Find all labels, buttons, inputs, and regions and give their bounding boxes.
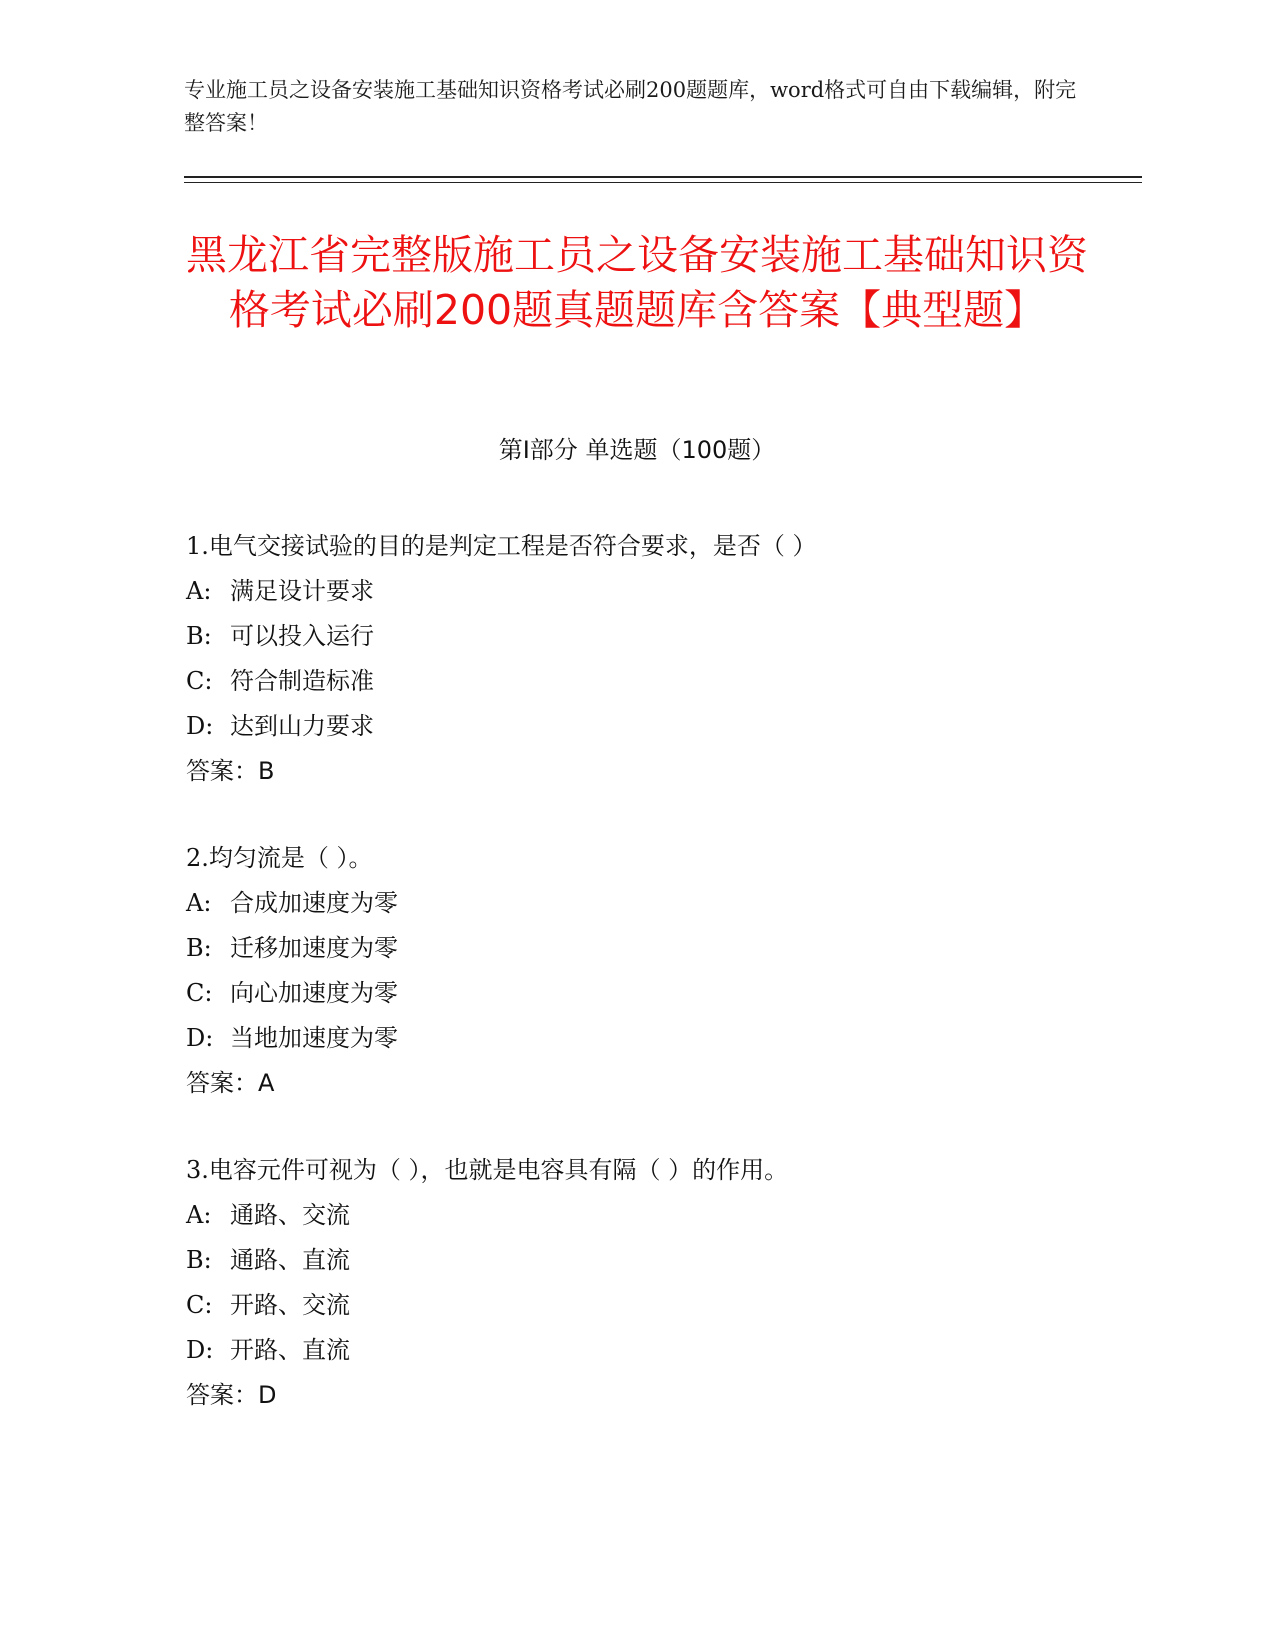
option-letter: C: (186, 979, 213, 1007)
option-a (186, 1193, 1126, 1238)
option-text: 开路、直流 (230, 1336, 350, 1364)
option-d (186, 1328, 1126, 1373)
option-d (186, 704, 1126, 749)
option-b (186, 614, 1126, 659)
option-text: 合成加速度为零 (230, 889, 398, 917)
answer-line: 答案：B (186, 757, 275, 785)
option-text: 可以投入运行 (230, 622, 374, 650)
option-d (186, 1016, 1126, 1061)
option-b (186, 926, 1126, 971)
answer-line: 答案：A (186, 1069, 275, 1097)
option-letter: A: (186, 577, 212, 605)
option-letter: A: (186, 1201, 212, 1229)
option-c (186, 659, 1126, 704)
option-c (186, 971, 1126, 1016)
option-a (186, 881, 1126, 926)
question-stem: 1.电气交接试验的目的是判定工程是否符合要求，是否（ ） (186, 532, 817, 560)
header-rule-thick (184, 176, 1142, 178)
section-heading: 第I部分 单选题（100题） (498, 436, 776, 464)
option-text: 迁移加速度为零 (230, 934, 398, 962)
option-letter: D: (186, 1336, 214, 1364)
option-c (186, 1283, 1126, 1328)
option-text: 满足设计要求 (230, 577, 374, 605)
option-text: 达到山力要求 (230, 712, 374, 740)
question-2 (186, 836, 1126, 1106)
option-text: 通路、交流 (230, 1201, 350, 1229)
question-3 (186, 1148, 1126, 1418)
option-letter: B: (186, 934, 212, 962)
option-letter: B: (186, 622, 212, 650)
question-stem: 3.电容元件可视为（ ），也就是电容具有隔（ ）的作用。 (186, 1156, 789, 1184)
option-letter: D: (186, 1024, 214, 1052)
answer-line: 答案：D (186, 1381, 277, 1409)
header-note: 专业施工员之设备安装施工基础知识资格考试必刷200题题库，word格式可自由下载编辑，附完整答案！ (184, 78, 1077, 135)
option-text: 当地加速度为零 (230, 1024, 398, 1052)
option-text: 符合制造标准 (230, 667, 374, 695)
option-letter: A: (186, 889, 212, 917)
option-text: 开路、交流 (230, 1291, 350, 1319)
option-letter: D: (186, 712, 214, 740)
option-letter: C: (186, 667, 213, 695)
option-letter: C: (186, 1291, 213, 1319)
question-list (186, 524, 1126, 1460)
document-title: 黑龙江省完整版施工员之设备安装施工基础知识资格考试必刷200题真题题库含答案【典型题】 (186, 231, 1088, 334)
option-text: 通路、直流 (230, 1246, 350, 1274)
option-letter: B: (186, 1246, 212, 1274)
header-rule-thin (184, 182, 1142, 183)
option-b (186, 1238, 1126, 1283)
option-a (186, 569, 1126, 614)
question-stem: 2.均匀流是（ ）。 (186, 844, 373, 872)
question-1 (186, 524, 1126, 794)
option-text: 向心加速度为零 (230, 979, 398, 1007)
